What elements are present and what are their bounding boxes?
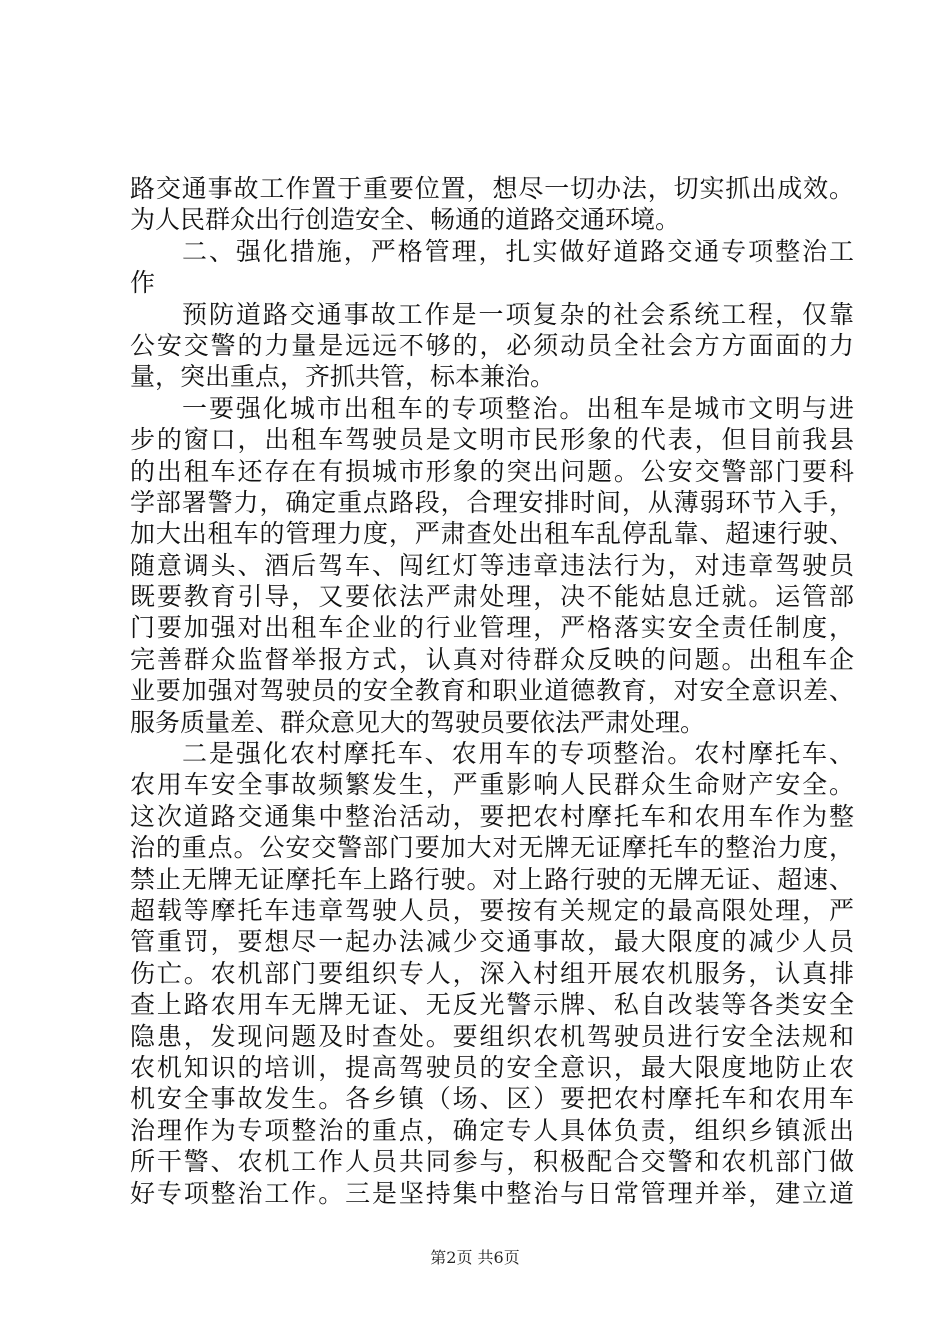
- text-line: 量，突出重点，齐抓共管，标本兼治。: [130, 362, 556, 392]
- text-line: 作: [130, 268, 156, 298]
- text-line: 学部署警力，确定重点路段，合理安排时间，从薄弱环节入手，: [130, 487, 854, 517]
- text-line: 业要加强对驾驶员的安全教育和职业道德教育，对安全意识差、: [130, 676, 854, 706]
- text-line: 路交通事故工作置于重要位置，想尽一切办法，切实抓出成效。: [130, 174, 854, 203]
- text-line: 一要强化城市出租车的专项整治。出租车是城市文明与进: [182, 393, 854, 423]
- text-line: 门要加强对出租车企业的行业管理，严格落实安全责任制度，: [130, 613, 854, 643]
- text-line: 服务质量差、群众意见大的驾驶员要依法严肃处理。: [130, 707, 706, 737]
- text-line: 农机知识的培训，提高驾驶员的安全意识，最大限度地防止农: [130, 1052, 854, 1082]
- text-line: 伤亡。农机部门要组织专人，深入村组开展农机服务，认真排: [130, 958, 854, 988]
- text-line: 管重罚，要想尽一起办法减少交通事故，最大限度的减少人员: [130, 927, 854, 957]
- text-line: 这次道路交通集中整治活动，要把农村摩托车和农用车作为整: [130, 801, 854, 831]
- text-line: 二是强化农村摩托车、农用车的专项整治。农村摩托车、: [182, 739, 854, 769]
- text-line: 为人民群众出行创造安全、畅通的道路交通环境。: [130, 205, 681, 235]
- page-footer: [0, 1247, 950, 1269]
- text-line: 预防道路交通事故工作是一项复杂的社会系统工程，仅靠: [182, 299, 854, 329]
- text-line: 好专项整治工作。三是坚持集中整治与日常管理并举，建立道: [130, 1178, 854, 1208]
- text-line: 的出租车还存在有损城市形象的突出问题。公安交警部门要科: [130, 456, 854, 486]
- document-body: [130, 173, 854, 1209]
- text-line: 随意调头、酒后驾车、闯红灯等违章违法行为，对违章驾驶员: [130, 550, 854, 580]
- text-line: 禁止无牌无证摩托车上路行驶。对上路行驶的无牌无证、超速、: [130, 864, 854, 894]
- text-line: 公安交警的力量是远远不够的，必须动员全社会方方面面的力: [130, 330, 854, 360]
- text-line: 查上路农用车无牌无证、无反光警示牌、私自改装等各类安全: [130, 990, 854, 1020]
- text-line: 治的重点。公安交警部门要加大对无牌无证摩托车的整治力度，: [130, 833, 854, 863]
- text-line: 隐患，发现问题及时查处。要组织农机驾驶员进行安全法规和: [130, 1021, 854, 1051]
- text-line: 超载等摩托车违章驾驶人员，要按有关规定的最高限处理，严: [130, 895, 854, 925]
- page-number-label: 第2页 共6页: [430, 1248, 520, 1267]
- text-line: 农用车安全事故频繁发生，严重影响人民群众生命财产安全。: [130, 770, 854, 800]
- text-line: 既要教育引导，又要依法严肃处理，决不能姑息迁就。运管部: [130, 582, 854, 612]
- text-line: 所干警、农机工作人员共同参与，积极配合交警和农机部门做: [130, 1147, 854, 1177]
- text-line: 机安全事故发生。各乡镇（场、区）要把农村摩托车和农用车: [130, 1084, 854, 1114]
- text-line: 步的窗口，出租车驾驶员是文明市民形象的代表，但目前我县: [130, 425, 854, 455]
- text-line: 完善群众监督举报方式，认真对待群众反映的问题。出租车企: [130, 644, 854, 674]
- text-line: 治理作为专项整治的重点，确定专人具体负责，组织乡镇派出: [130, 1115, 854, 1145]
- text-line: 加大出租车的管理力度，严肃查处出租车乱停乱靠、超速行驶、: [130, 519, 854, 549]
- text-line: 二、强化措施，严格管理，扎实做好道路交通专项整治工: [182, 236, 854, 266]
